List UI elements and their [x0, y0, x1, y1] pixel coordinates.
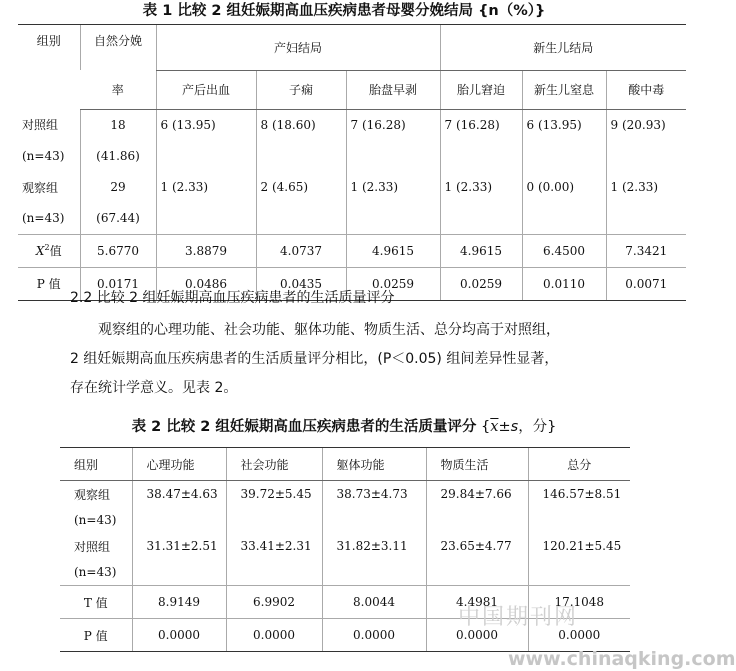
cell: 3.8879: [156, 234, 256, 267]
cell: 4.4981: [426, 586, 528, 619]
cell: 0.0000: [226, 619, 322, 652]
p-value-label: P 值: [60, 619, 132, 652]
cell: 0.0259: [440, 267, 522, 300]
header-postpartum-hemorrhage: 产后出血: [156, 70, 256, 109]
table2-title: 表 2 比较 2 组妊娠期高血压疾病患者的生活质量评分 {$\overline{x}\pm s$，分}: [131, 419, 557, 435]
p-value-label: P 值: [18, 267, 80, 300]
cell: 7 (16.28): [440, 109, 522, 141]
cell: 29.84±7.66: [426, 481, 528, 508]
cell: 0.0171: [80, 267, 156, 300]
cell: 0.0000: [426, 619, 528, 652]
cell: 0.0000: [528, 619, 630, 652]
header-physical: 躯体功能: [322, 448, 426, 481]
cell: 0.0259: [346, 267, 440, 300]
table-row: [18, 141, 686, 172]
cell: 6.4500: [522, 234, 606, 267]
row-label: 对照组: [22, 118, 59, 133]
cell: 146.57±8.51: [528, 481, 630, 508]
cell: 1 (2.33): [440, 172, 522, 203]
t-value-row: [60, 586, 630, 619]
t-value-label: T 值: [60, 586, 132, 619]
header-group: 组别: [18, 25, 80, 110]
header-group: 组别: [60, 448, 132, 481]
table-row: [60, 559, 630, 586]
header-natural-line2: 率: [80, 70, 156, 109]
header-material: 物质生活: [426, 448, 528, 481]
cell: 4.0737: [256, 234, 346, 267]
cell: 31.31±2.51: [132, 533, 226, 559]
cell: 0.0000: [322, 619, 426, 652]
row-label: 观察组: [74, 487, 111, 502]
table-row: [18, 172, 686, 203]
table-row: [60, 507, 630, 533]
cell: 0.0071: [606, 267, 686, 300]
cell: 39.72±5.45: [226, 481, 322, 508]
table-row: [60, 481, 630, 508]
header-acidosis: 酸中毒: [606, 70, 686, 109]
cell: 0.0110: [522, 267, 606, 300]
header-placental-abruption: 胎盘早剥: [346, 70, 440, 109]
table2: [60, 447, 630, 652]
cell: 5.6770: [80, 234, 156, 267]
table-row: [18, 203, 686, 235]
paragraph-line: 存在统计学意义。见表 2。: [70, 380, 238, 396]
header-neonatal-asphyxia: 新生儿窒息: [522, 70, 606, 109]
cell-natural-count: 18: [80, 109, 156, 141]
header-newborn-outcome: 新生儿结局: [440, 25, 686, 71]
header-total: 总分: [528, 448, 630, 481]
cell: 6.9902: [226, 586, 322, 619]
cell: 7.3421: [606, 234, 686, 267]
header-psychological: 心理功能: [132, 448, 226, 481]
table1-title: 表 1 比较 2 组妊娠期高血压疾病患者母婴分娩结局 {n（%）}: [142, 3, 546, 19]
cell: 17.1048: [528, 586, 630, 619]
row-n: (n=43): [74, 565, 117, 579]
row-n: (n=43): [22, 149, 65, 163]
cell: 1 (2.33): [606, 172, 686, 203]
header-eclampsia: 子痫: [256, 70, 346, 109]
watermark-text: 中国期刊网: [458, 605, 579, 630]
cell: 0.0435: [256, 267, 346, 300]
row-label: 观察组: [22, 180, 59, 195]
cell: 2 (4.65): [256, 172, 346, 203]
cell: 6 (13.95): [156, 109, 256, 141]
cell: 33.41±2.31: [226, 533, 322, 559]
row-n: (n=43): [74, 513, 117, 527]
cell: 7 (16.28): [346, 109, 440, 141]
watermark-url: www.chinaqking.com: [508, 648, 736, 670]
chi-square-label: $X^2$值: [18, 234, 80, 267]
header-social: 社会功能: [226, 448, 322, 481]
table-row: [18, 109, 686, 141]
header-fetal-distress: 胎儿窘迫: [440, 70, 522, 109]
cell-natural-percent: (41.86): [80, 141, 156, 172]
header-natural-line1: 自然分娩: [80, 25, 156, 71]
cell: 0.0000: [132, 619, 226, 652]
cell-natural-percent: (67.44): [80, 203, 156, 235]
cell: 0 (0.00): [522, 172, 606, 203]
subsection-heading: 2.2 比较 2 组妊娠期高血压疾病患者的生活质量评分: [70, 290, 395, 306]
chi-square-row: [18, 234, 686, 267]
row-label: 对照组: [74, 539, 111, 554]
p-value-row: [60, 619, 630, 652]
table-row: [60, 533, 630, 559]
cell: 8 (18.60): [256, 109, 346, 141]
cell: 4.9615: [440, 234, 522, 267]
cell: 6 (13.95): [522, 109, 606, 141]
cell: 38.47±4.63: [132, 481, 226, 508]
paragraph-line: 观察组的心理功能、社会功能、躯体功能、物质生活、总分均高于对照组，: [98, 322, 560, 338]
cell: 31.82±3.11: [322, 533, 426, 559]
cell: 8.9149: [132, 586, 226, 619]
cell: 120.21±5.45: [528, 533, 630, 559]
cell: 38.73±4.73: [322, 481, 426, 508]
cell: 1 (2.33): [346, 172, 440, 203]
cell: 0.0486: [156, 267, 256, 300]
cell: 4.9615: [346, 234, 440, 267]
row-n: (n=43): [22, 211, 65, 225]
cell: 23.65±4.77: [426, 533, 528, 559]
table2-header-row: [60, 448, 630, 481]
cell: 1 (2.33): [156, 172, 256, 203]
cell: 9 (20.93): [606, 109, 686, 141]
cell: 8.0044: [322, 586, 426, 619]
cell-natural-count: 29: [80, 172, 156, 203]
paragraph-line: 2 组妊娠期高血压疾病患者的生活质量评分相比，(P＜0.05) 组间差异性显著，: [70, 351, 559, 367]
table1: [18, 24, 686, 301]
header-maternal-outcome: 产妇结局: [156, 25, 440, 71]
